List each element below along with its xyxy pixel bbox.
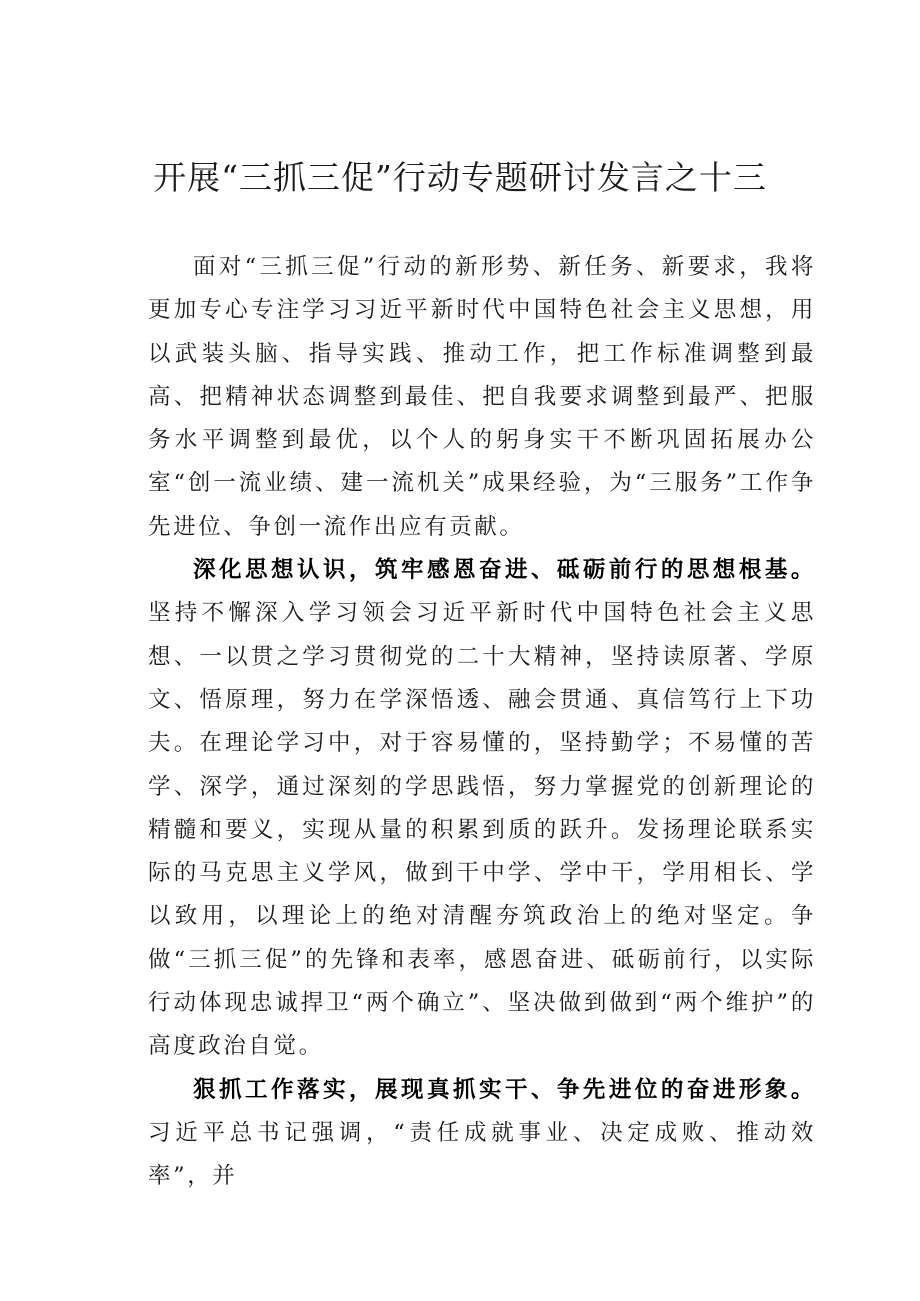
paragraph-heading: 深化思想认识，筑牢感恩奋进、砥砺前行的思想根基。 <box>193 557 816 584</box>
paragraph-text: 习近平总书记强调，“责任成就事业、决定成败、推动效率”，并 <box>148 1119 816 1190</box>
paragraph-thought <box>148 549 816 1069</box>
document-body <box>148 246 816 1199</box>
paragraph-heading: 狠抓工作落实，展现真抓实干、争先进位的奋进形象。 <box>193 1076 816 1103</box>
paragraph-text: 坚持不懈深入学习领会习近平新时代中国特色社会主义思想、一以贯之学习贯彻党的二十大精神，坚持读原著、学原文、悟原理，努力在学深悟透、融会贯通、真信笃行上下功夫。在理论学习中，对于容易懂的，坚持勤学；不易懂的苦学、深学，通过深刻的学思践悟，努力掌握党的创新理论的精髓和要义，实现从量的积累到质的跃升。发扬理论联系实际的马克思主义学风，做到干中学、学中干，学用相长、学以致用，以理论上的绝对清醒夯筑政治上的绝对坚定。争做“三抓三促”的先锋和表率，感恩奋进、砥砺前行，以实际行动体现忠诚捍卫“两个确立”、坚决做到做到“两个维护”的高度政治自觉。 <box>148 600 816 1060</box>
document-title: 开展“三抓三促”行动专题研讨发言之十三 <box>153 158 767 197</box>
paragraph-work <box>148 1069 816 1199</box>
paragraph-text: 面对“三抓三促”行动的新形势、新任务、新要求，我将更加专心专注学习习近平新时代中国特色社会主义思想，用以武装头脑、指导实践、推动工作，把工作标准调整到最高、把精神状态调整到最佳、把自我要求调整到最严、把服务水平调整到最优，以个人的躬身实干不断巩固拓展办公室“创一流业绩、建一流机关”成果经验，为“三服务”工作争先进位、争创一流作出应有贡献。 <box>148 254 816 540</box>
paragraph-intro <box>148 246 816 549</box>
